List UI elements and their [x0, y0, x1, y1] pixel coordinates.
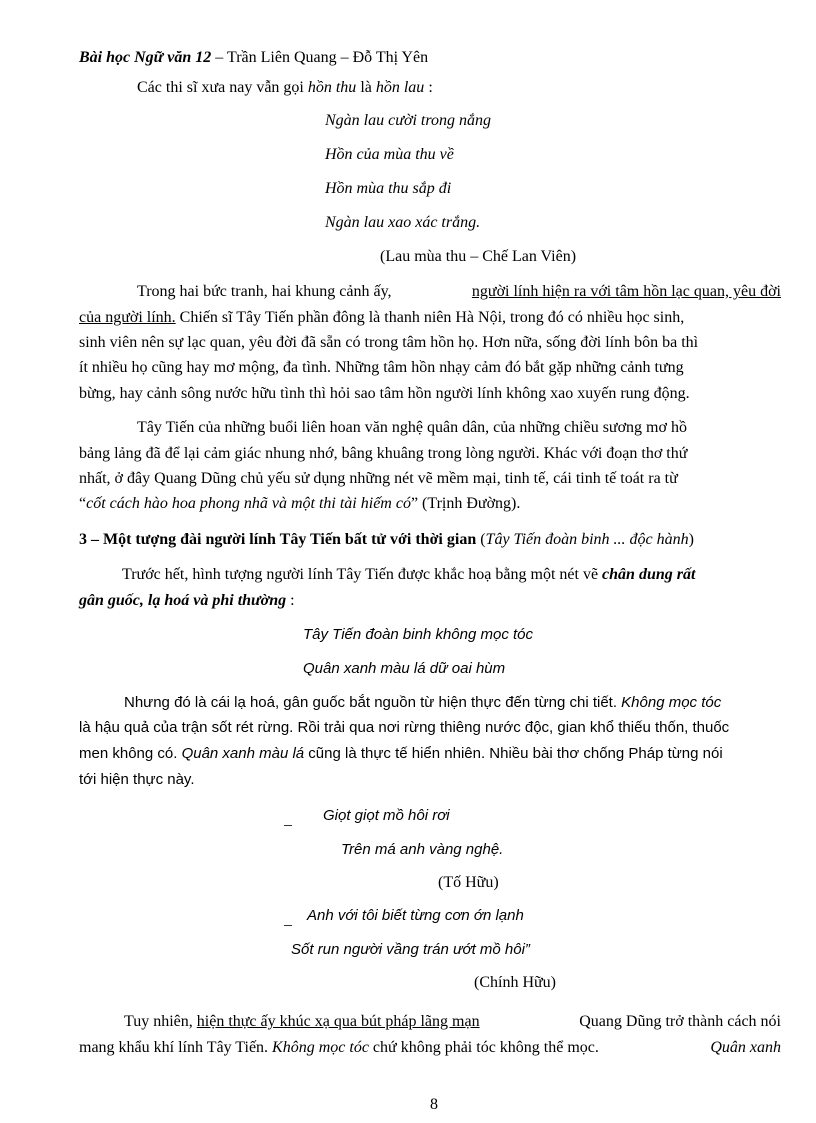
italic-phrase-1: Không mọc tóc	[621, 694, 722, 711]
quote2-line-1: Anh với tôi biết từng cơn ớn lạnh	[307, 907, 524, 924]
quote2-dash: _	[284, 911, 292, 928]
p4-line-2: gân guốc, lạ hoá và phi thường :	[79, 592, 295, 609]
quote2-citation: (Chính Hữu)	[474, 974, 556, 991]
italic-phrase-4: Quân xanh	[710, 1039, 781, 1056]
quote2-line-2: Sốt run người vầng trán ướt mồ hôi”	[291, 941, 530, 958]
header-authors: – Trần Liên Quang – Đỗ Thị Yên	[211, 49, 429, 66]
course-title: Bài học Ngữ văn 12	[79, 49, 212, 66]
term-hon-thu: hồn thu	[307, 79, 357, 96]
p2-line-5: bừng, hay cảnh sông nước hữu tình thì hỏi sao tâm hồn người lính không xao xuyến rung động.	[79, 385, 690, 402]
p2-line-4: ít nhiều họ cũng hay mơ mộng, đa tình. Những tâm hồn nhạy cảm đó bắt gặp những cảnh tưng	[79, 359, 684, 376]
quote1-line-2: Trên má anh vàng nghệ.	[341, 841, 504, 858]
italic-phrase-2: Quân xanh màu lá	[181, 745, 305, 762]
poem1-line-1: Ngàn lau cười trong nắng	[325, 112, 492, 129]
poem1-line-2: Hồn của mùa thu về	[325, 146, 454, 163]
italic-phrase-3: Không mọc tóc	[272, 1039, 369, 1056]
p2-line-1: Trong hai bức tranh, hai khung cảnh ấy, người lính hiện ra với tâm hồn lạc quan, yêu đời	[137, 283, 781, 300]
p6-line-2: mang khẩu khí lính Tây Tiến. Không mọc tóc chứ không phải tóc không thể mọc. Quân xanh	[79, 1039, 781, 1056]
poem2-line-1: Tây Tiến đoàn binh không mọc tóc	[303, 626, 534, 643]
p2-line-3: sinh viên nên sự lạc quan, yêu đời đã sẵn có trong tâm hồn họ. Hơn nữa, sống đời lính bôn ba thì	[79, 334, 699, 351]
section-3-heading: 3 – Một tượng đài người lính Tây Tiến bất tử với thời gian (Tây Tiến đoàn binh ... độc hành)	[79, 531, 694, 548]
underlined-phrase-3: hiện thực ấy khúc xạ qua bút pháp lãng mạn	[196, 1013, 480, 1030]
p5-line-4: tới hiện thực này.	[79, 771, 195, 788]
page-number: 8	[430, 1096, 438, 1113]
p5-line-2: là hậu quả của trận sốt rét rừng. Rồi trải qua nơi rừng thiêng nước độc, gian khổ thiếu thốn, thuốc	[79, 719, 730, 736]
bold-phrase-2: gân guốc, lạ hoá và phi thường	[79, 592, 287, 609]
section-3-ref: Tây Tiến đoàn binh ... độc hành	[485, 531, 689, 548]
term-hon-lau: hồn lau	[375, 79, 425, 96]
intro-line: Các thi sĩ xưa nay vẫn gọi hồn thu là hồn lau :	[137, 79, 433, 96]
underlined-phrase-1: người lính hiện ra với tâm hồn lạc quan, yêu đời	[471, 283, 781, 300]
poem2-line-2: Quân xanh màu lá dữ oai hùm	[303, 660, 506, 677]
quote1-line-1: Giọt giọt mồ hôi rơi	[323, 807, 450, 824]
p4-line-1: Trước hết, hình tượng người lính Tây Tiến được khắc hoạ bằng một nét vẽ chân dung rất	[122, 566, 696, 583]
underlined-phrase-2: của người lính.	[79, 309, 176, 326]
p3-line-4: “cốt cách hào hoa phong nhã và một thi tài hiếm có” (Trịnh Đường).	[79, 495, 521, 512]
quote-phrase: cốt cách hào hoa phong nhã và một thi tài hiếm có	[86, 495, 411, 512]
p3-line-2: bảng lảng đã để lại cảm giác nhung nhớ, bâng khuâng trong lòng người. Khác với đoạn thơ thứ	[79, 445, 688, 462]
quote1-citation: (Tố Hữu)	[438, 874, 499, 891]
p5-line-3: men không có. Quân xanh màu lá cũng là thực tế hiển nhiên. Nhiều bài thơ chống Pháp từng nói	[79, 745, 723, 762]
p3-line-1: Tây Tiến của những buổi liên hoan văn nghệ quân dân, của những chiều sương mơ hồ	[137, 419, 687, 436]
running-header	[79, 48, 428, 68]
section-3-title: 3 – Một tượng đài người lính Tây Tiến bất tử với thời gian	[79, 531, 477, 548]
quote1-dash: _	[284, 811, 292, 828]
poem1-line-4: Ngàn lau xao xác trắng.	[325, 214, 481, 231]
p6-line-1: Tuy nhiên, hiện thực ấy khúc xạ qua bút pháp lãng mạn Quang Dũng trở thành cách nói	[124, 1013, 781, 1030]
p5-line-1: Nhưng đó là cái lạ hoá, gân guốc bắt nguồn từ hiện thực đến từng chi tiết. Không mọc tóc	[124, 694, 722, 711]
p2-line-2: của người lính. Chiến sĩ Tây Tiến phần đông là thanh niên Hà Nội, trong đó có nhiều học sinh,	[79, 309, 685, 326]
poem1-line-3: Hồn mùa thu sắp đi	[325, 180, 452, 197]
bold-phrase-1: chân dung rất	[602, 566, 696, 583]
poem1-citation: (Lau mùa thu – Chế Lan Viên)	[380, 248, 577, 265]
p3-line-3: nhất, ở đây Quang Dũng chủ yếu sử dụng những nét vẽ mềm mại, tinh tế, cái tinh tế toát ra từ	[79, 470, 678, 487]
